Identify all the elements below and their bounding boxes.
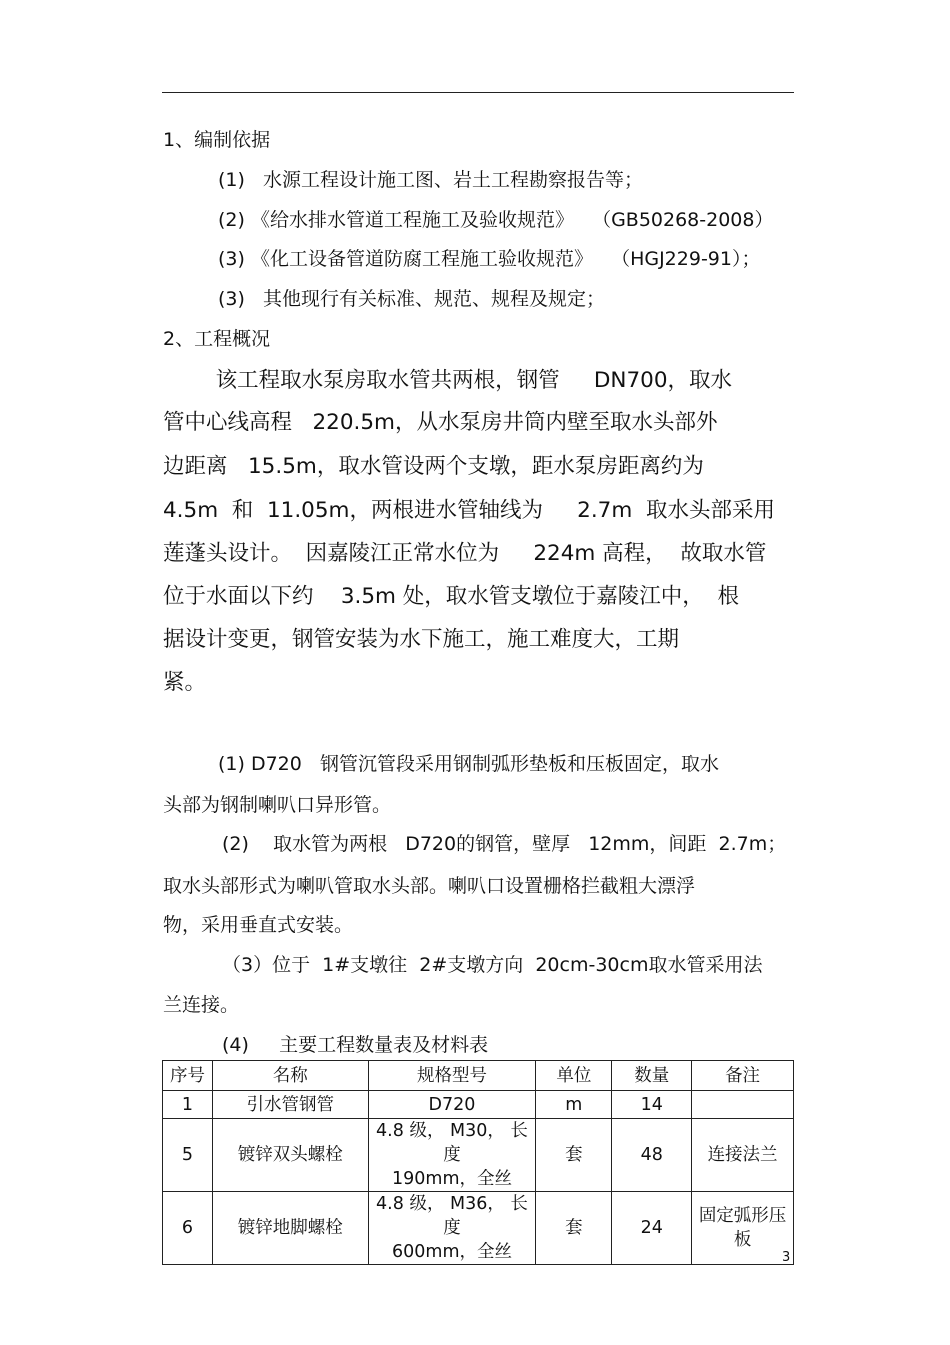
basis-item-4: (3) 其他现行有关标准、规范、规程及规定；	[218, 288, 606, 310]
header-cell: 备注	[692, 1061, 794, 1091]
cell-spec-line-2: 190mm，全丝	[392, 1169, 512, 1189]
note-line-2: 头部为钢制喇叭口异形管。	[163, 794, 392, 816]
cell-note-line-2: 板	[733, 1230, 752, 1250]
section2-heading: 2、工程概况	[163, 328, 271, 350]
cell-no: 1	[163, 1091, 213, 1119]
cell-qty: 24	[612, 1192, 692, 1265]
cell-spec: D720	[368, 1091, 536, 1119]
cell-no: 6	[163, 1192, 213, 1265]
cell-name: 镀锌地脚螺栓	[212, 1192, 368, 1265]
overview-line-4: 4.5m 和 11.05m，两根进水管轴线为 2.7m 取水头部采用	[163, 498, 775, 523]
overview-line-3: 边距离 15.5m，取水管设两个支墩，距水泵房距离约为	[163, 454, 704, 479]
header-rule	[162, 92, 794, 93]
basis-item-2: (2) 《给水排水管道工程施工及验收规范》 （GB50268-2008）	[218, 209, 774, 231]
page-number: 3	[782, 1250, 791, 1265]
overview-line-2: 管中心线高程 220.5m，从水泵房井筒内壁至取水头部外	[163, 410, 718, 435]
cell-spec-line-1: 4.8 级， M30， 长度	[376, 1121, 528, 1165]
cell-qty: 48	[612, 1119, 692, 1192]
header-cell: 数量	[612, 1061, 692, 1091]
materials-table	[162, 1060, 794, 1265]
cell-note	[692, 1192, 794, 1265]
cell-no: 5	[163, 1119, 213, 1192]
basis-item-1: (1) 水源工程设计施工图、岩土工程勘察报告等；	[218, 169, 644, 191]
cell-name: 镀锌双头螺栓	[212, 1119, 368, 1192]
table-row	[163, 1119, 794, 1192]
header-cell: 序号	[163, 1061, 213, 1091]
note-line-7: 兰连接。	[163, 994, 240, 1016]
table-header-row	[163, 1061, 794, 1091]
overview-line-7: 据设计变更，钢管安装为水下施工，施工难度大，工期	[163, 627, 680, 652]
cell-unit: 套	[536, 1192, 612, 1265]
basis-item-3: (3) 《化工设备管道防腐工程施工验收规范》 （HGJ229-91）；	[218, 248, 761, 270]
note-line-4: 取水头部形式为喇叭管取水头部。喇叭口设置栅格拦截粗大漂浮	[163, 875, 696, 897]
overview-line-6: 位于水面以下约 3.5m 处，取水管支墩位于嘉陵江中， 根	[163, 584, 739, 609]
header-cell: 名称	[212, 1061, 368, 1091]
cell-note	[692, 1091, 794, 1119]
note-line-6: （3）位于 1#支墩往 2#支墩方向 20cm-30cm取水管采用法	[222, 954, 763, 976]
cell-unit: 套	[536, 1119, 612, 1192]
cell-note: 连接法兰	[692, 1119, 794, 1192]
cell-name: 引水管钢管	[212, 1091, 368, 1119]
cell-spec	[368, 1119, 536, 1192]
overview-line-5: 莲蓬头设计。 因嘉陵江正常水位为 224m 高程， 故取水管	[163, 541, 767, 566]
table-row	[163, 1192, 794, 1265]
cell-spec-line-1: 4.8 级， M36， 长度	[376, 1194, 528, 1238]
overview-line-1: 该工程取水泵房取水管共两根，钢管 DN700，取水	[202, 368, 733, 393]
overview-line-8: 紧。	[163, 670, 207, 695]
cell-spec-line-2: 600mm，全丝	[392, 1242, 512, 1262]
header-cell: 单位	[536, 1061, 612, 1091]
section1-heading: 1、编制依据	[163, 129, 271, 151]
note-line-5: 物，采用垂直式安装。	[163, 914, 354, 936]
cell-spec	[368, 1192, 536, 1265]
header-cell: 规格型号	[368, 1061, 536, 1091]
note-line-1: (1) D720 钢管沉管段采用钢制弧形垫板和压板固定，取水	[218, 753, 719, 775]
note-line-3: (2) 取水管为两根 D720的钢管，壁厚 12mm，间距 2.7m；	[222, 833, 787, 855]
note-line-8: (4) 主要工程数量表及材料表	[222, 1034, 489, 1056]
cell-unit: m	[536, 1091, 612, 1119]
cell-note-line-1: 固定弧形压	[698, 1206, 787, 1226]
cell-qty: 14	[612, 1091, 692, 1119]
table-row	[163, 1091, 794, 1119]
